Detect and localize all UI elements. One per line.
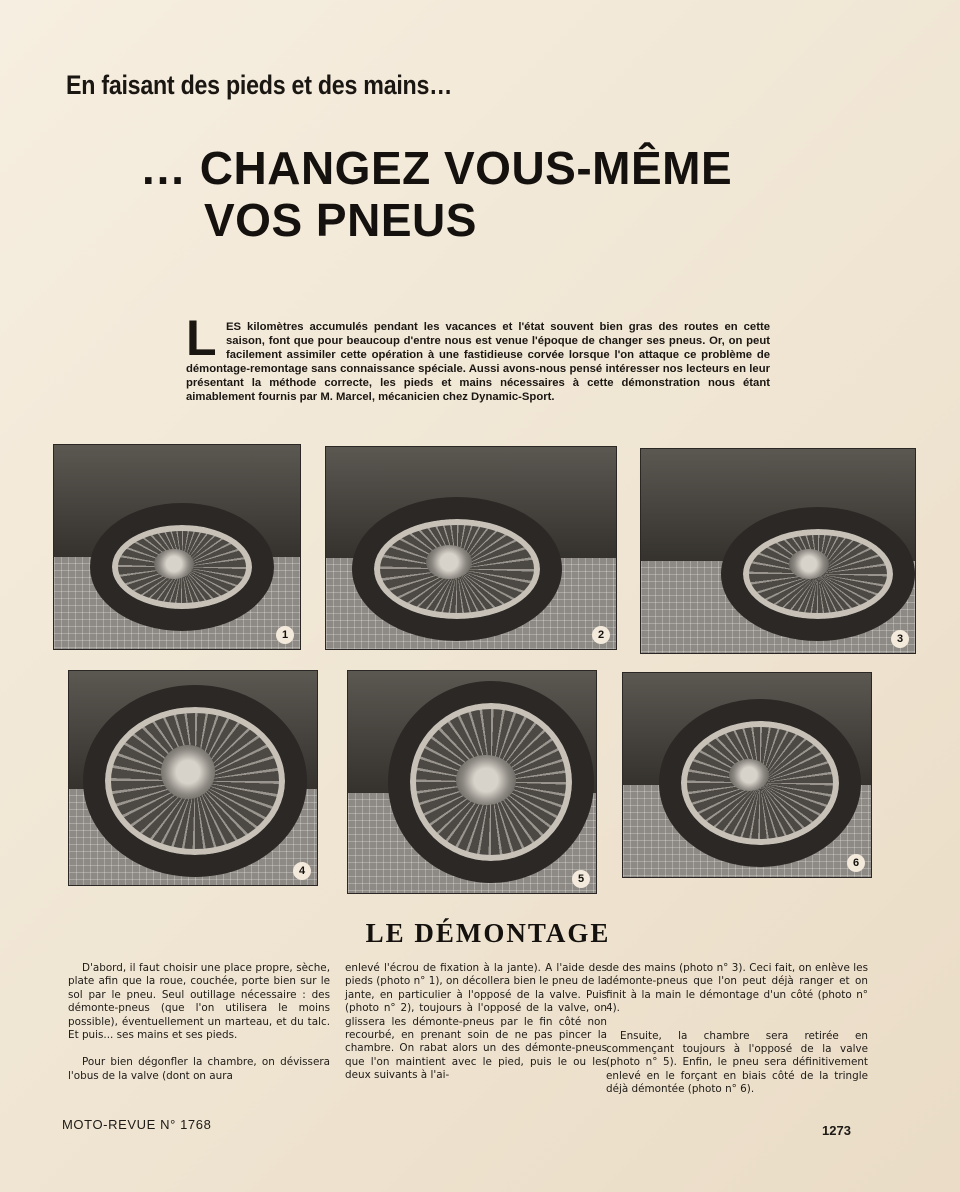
photo-number: 1 <box>276 626 294 644</box>
photo-number: 3 <box>891 630 909 648</box>
photo-number: 6 <box>847 854 865 872</box>
photo-2 <box>325 446 617 650</box>
intro-text: ES kilomètres accumulés pendant les vacances et l'état souvent bien gras des routes en cette saison, font que pour beaucoup d'entre nous est venue l'époque de changer ses pneus. Or, on peut facilement assimiler cette opération à une fastidieuse corvée lorsque l'on attaque ce problème de démontage-remontage sans connaissance spéciale. Aussi avons-nous pensé intéresser nos lecteurs en leur présentant la méthode correcte, les pieds et mains nécessaires à cette démonstration nous étant aimablement fournis par M. Marcel, mécanicien chez Dynamic-Sport. <box>186 321 770 403</box>
photo-6 <box>622 672 872 878</box>
article-title-line1: … CHANGEZ VOUS-MÊME <box>140 142 733 194</box>
paragraph: de des mains (photo n° 3). Ceci fait, on enlève les démonte-pneus que l'on peut déjà ranger et on finit à la main le démontage d'un côté (photo n° 4). <box>606 962 868 1015</box>
page-number: 1273 <box>822 1123 851 1138</box>
photo-3 <box>640 448 916 654</box>
photo-5 <box>347 670 597 894</box>
paragraph: enlevé l'écrou de fixation à la jante). A l'aide des pieds (photo n° 1), on décollera bien le pneu de la jante, en particulier à l'opposé de la valve. Puis (photo n° 2), toujours à l'opposé de la valve, on glissera les démonte-pneus par le fin côté non recourbé, en prenant soin de ne pas pincer la chambre. On rabat alors un des démonte-pneus que l'on maintient avec le pied, puis le ou les deux suivants à l'ai- <box>345 962 607 1082</box>
article-kicker: En faisant des pieds et des mains… <box>66 70 453 100</box>
paragraph: Ensuite, la chambre sera retirée en commençant toujours à l'opposé de la valve (photo n° 5). Enfin, le pneu sera définitivement enlevé en le forçant en biais côté de la tringle déjà démontée (photo n° 6). <box>606 1029 868 1096</box>
photo-1 <box>53 444 301 650</box>
photo-number: 5 <box>572 870 590 888</box>
photo-number: 2 <box>592 626 610 644</box>
article-intro <box>186 320 770 404</box>
article-title-line2: VOS PNEUS <box>204 194 477 246</box>
magazine-issue: MOTO-REVUE N° 1768 <box>62 1117 212 1132</box>
photo-number: 4 <box>293 862 311 880</box>
intro-dropcap: L <box>186 320 217 356</box>
section-heading: LE DÉMONTAGE <box>365 918 611 948</box>
article-title <box>140 142 732 246</box>
text-column-2 <box>345 962 607 1097</box>
paragraph: Pour bien dégonfler la chambre, on dévissera l'obus de la valve (dont on aura <box>68 1056 330 1082</box>
text-column-3 <box>606 962 868 1111</box>
photo-4 <box>68 670 318 886</box>
paragraph: D'abord, il faut choisir une place propre, sèche, plate afin que la roue, couchée, porte bien sur le sol par le pneu. Seul outillage nécessaire : des démonte-pneus (que l'on utilisera le moins possible), éventuellement un marteau, et du talc. Et puis... ses mains et ses pieds. <box>68 962 330 1042</box>
text-column-1 <box>68 962 330 1097</box>
